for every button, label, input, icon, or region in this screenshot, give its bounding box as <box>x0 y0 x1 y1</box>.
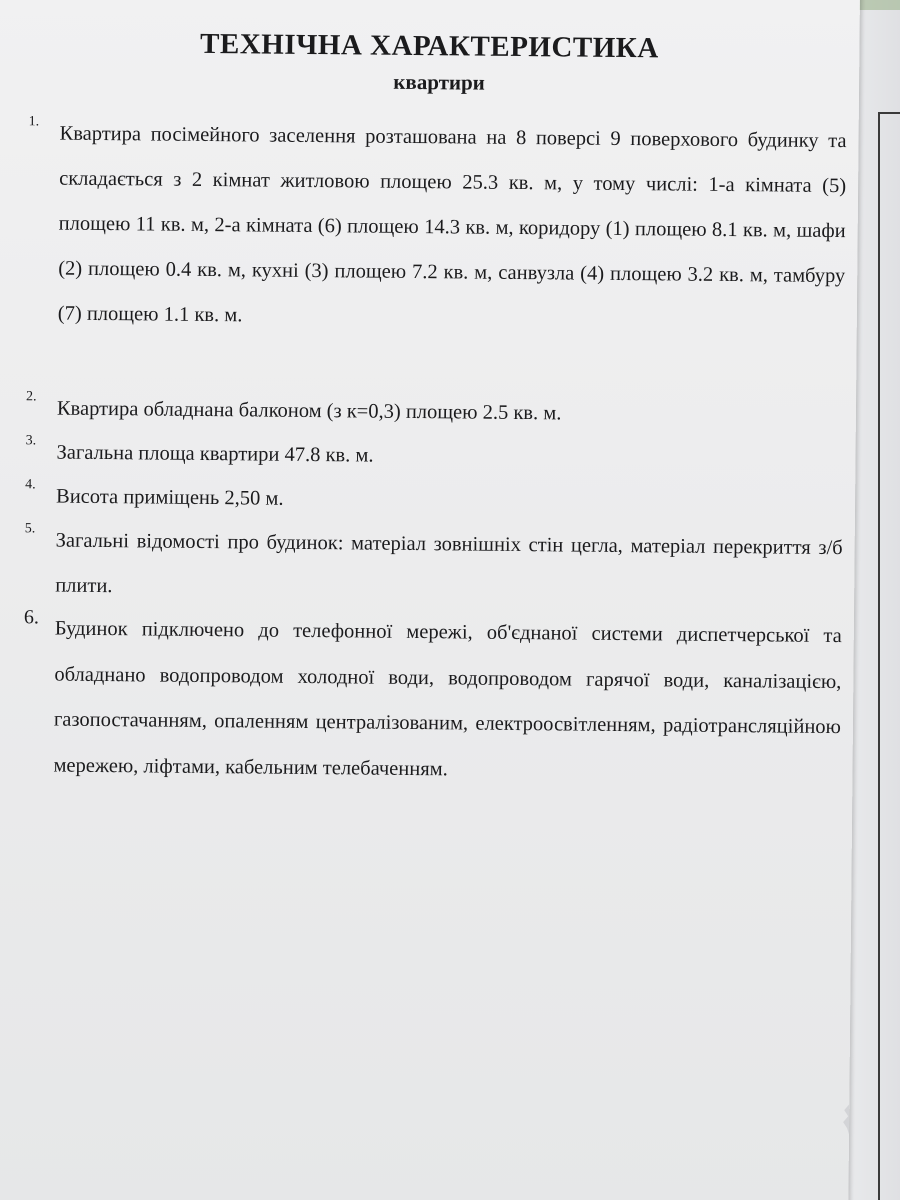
item-text: Квартира посімейного заселення розташована на 8 поверсі 9 поверхового будинку та складається з 2 кімнат житловою площею 25.3 кв. м, у тому числі: 1-а кімната (5) площею 11 кв. м, 2-а кімната (6) площею 14.3 кв. м, коридору (1) площею 8.1 кв. м, шафи (2) площею 0.4 кв. м, кухні (3) площею 7.2 кв. м, санвузла (4) площею 3.2 кв. м, тамбуру (7) площею 1.1 кв. м. <box>57 122 847 327</box>
item-number: 6. <box>23 606 40 629</box>
paper-tear-mark <box>841 1104 849 1134</box>
item-number: 2. <box>25 389 37 405</box>
item-text: Будинок підключено до телефонної мережі, об'єднаної системи диспетчерської та обладнано водопроводом холодної води, водопроводом гарячої води, каналізацією, газопостачанням, опаленням централізованим, електроосвітленням, радіотрансляційною мережею, ліфтами, кабельним телебаченням. <box>53 617 842 780</box>
frame-border-line <box>878 112 880 1200</box>
item-text: Загальні відомості про будинок: матеріал зовнішніх стін цегла, матеріал перекриття з/б плити. <box>55 529 843 598</box>
list-item <box>27 111 847 344</box>
list-item <box>22 606 842 796</box>
item-text: Висота приміщень 2,50 м. <box>55 485 284 510</box>
document-title: ТЕХНІЧНА ХАРАКТЕРИСТИКА <box>199 27 659 65</box>
list-item <box>24 518 843 616</box>
frame-border-top <box>878 112 900 114</box>
item-number: 5. <box>24 521 36 537</box>
document-subtitle: квартири <box>393 69 485 95</box>
item-number: 3. <box>25 433 37 449</box>
item-number: 1. <box>28 114 40 130</box>
item-text: Загальна площа квартири 47.8 кв. м. <box>56 441 374 467</box>
item-text: Квартира обладнана балконом (з к=0,3) площею 2.5 кв. м. <box>56 397 562 425</box>
item-number: 4. <box>25 477 36 493</box>
